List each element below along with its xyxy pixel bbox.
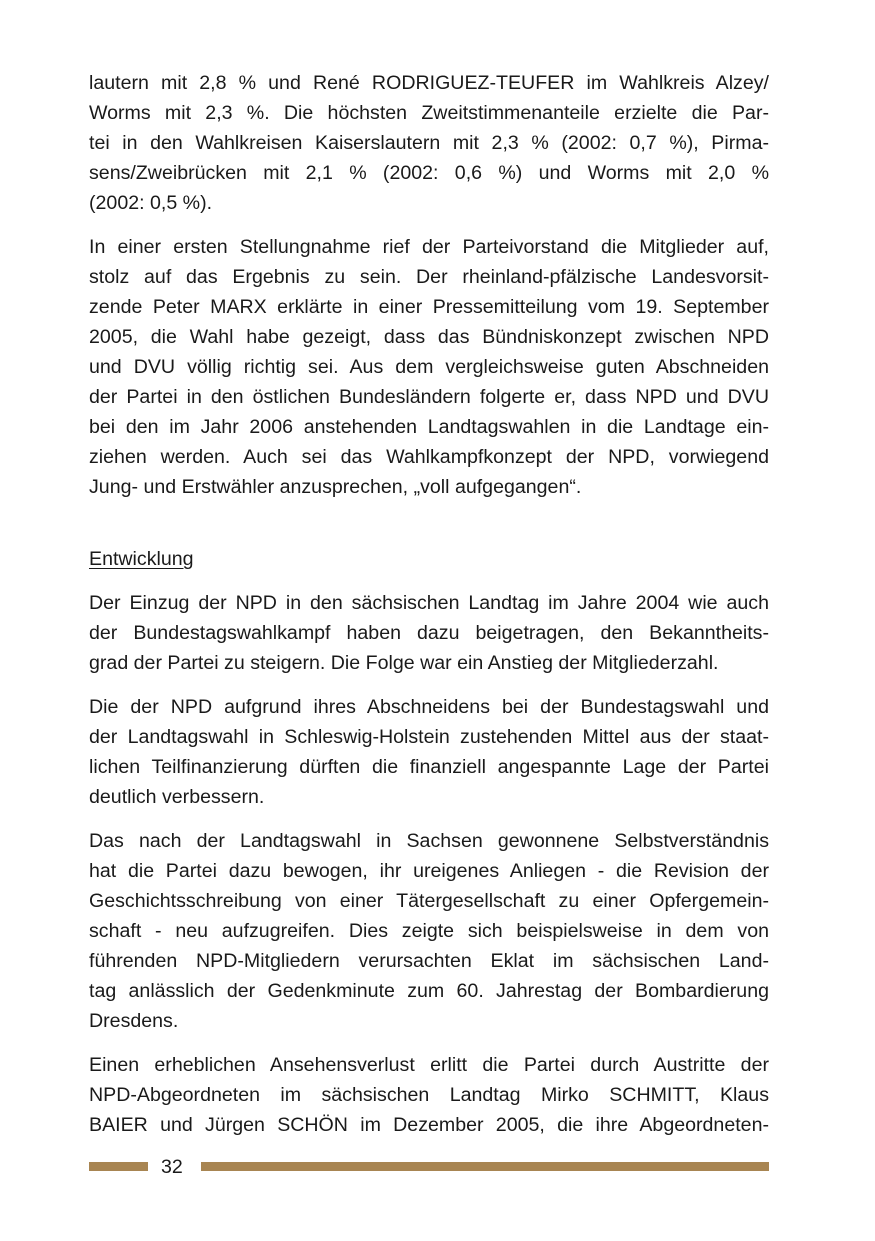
text-line: Die der NPD aufgrund ihres Abschneidens bei der Bundestagswahl und [89,696,769,718]
text-line: Das nach der Landtagswahl in Sachsen gewonnene Selbstverständnis [89,830,769,852]
text-line: tag anlässlich der Gedenkminute zum 60. Jahrestag der Bombardierung [89,980,769,1002]
text-line: schaft - neu aufzugreifen. Dies zeigte sich beispielsweise in dem von [89,920,769,942]
text-line: grad der Partei zu steigern. Die Folge war ein Anstieg der Mitgliederzahl. [89,652,719,674]
page-footer [89,1152,769,1182]
text-line: Geschichtsschreibung von einer Tätergesellschaft zu einer Opfergemein- [89,890,769,912]
text-line: lichen Teilfinanzierung dürften die finanziell angespannte Lage der Partei [89,756,769,778]
text-line: Dresdens. [89,1010,179,1032]
text-line: NPD-Abgeordneten im sächsischen Landtag Mirko SCHMITT, Klaus [89,1084,769,1106]
text-line: (2002: 0,5 %). [89,192,213,214]
text-line: deutlich verbessern. [89,786,265,808]
footer-bar-right [201,1162,769,1171]
text-line: 2005, die Wahl habe gezeigt, dass das Bündniskonzept zwischen NPD [89,326,769,348]
text-line: der Bundestagswahlkampf haben dazu beigetragen, den Bekanntheits- [89,622,769,644]
text-line: der Partei in den östlichen Bundesländern folgerte er, dass NPD und DVU [89,386,769,408]
paragraph-3 [89,588,769,678]
page-body [89,68,769,1140]
text-line: lautern mit 2,8 % und René RODRIGUEZ-TEUFER im Wahlkreis Alzey/ [89,72,769,94]
text-line: Einen erheblichen Ansehensverlust erlitt die Partei durch Austritte der [89,1054,769,1076]
text-line: der Landtagswahl in Schleswig-Holstein zustehenden Mittel aus der staat- [89,726,769,748]
footer-bar-left [89,1162,148,1171]
text-line: Der Einzug der NPD in den sächsischen Landtag im Jahre 2004 wie auch [89,592,769,614]
paragraph-4 [89,692,769,812]
text-line: BAIER und Jürgen SCHÖN im Dezember 2005, die ihre Abgeordneten- [89,1114,769,1136]
text-line: hat die Partei dazu bewogen, ihr ureigenes Anliegen - die Revision der [89,860,769,882]
page-number: 32 [161,1156,183,1178]
text-line: tei in den Wahlkreisen Kaiserslautern mit 2,3 % (2002: 0,7 %), Pirma- [89,132,769,154]
section-heading: Entwicklung [89,548,194,570]
text-line: sens/Zweibrücken mit 2,1 % (2002: 0,6 %) und Worms mit 2,0 % [89,162,769,184]
paragraph-1 [89,68,769,218]
text-line: zende Peter MARX erklärte in einer Pressemitteilung vom 19. September [89,296,769,318]
text-line: führenden NPD-Mitgliedern verursachten Eklat im sächsischen Land- [89,950,769,972]
text-line: In einer ersten Stellungnahme rief der Parteivorstand die Mitglieder auf, [89,236,769,258]
text-line: und DVU völlig richtig sei. Aus dem vergleichsweise guten Abschneiden [89,356,769,378]
text-line: Jung- und Erstwähler anzusprechen, „voll aufgegangen“. [89,476,582,498]
text-line: stolz auf das Ergebnis zu sein. Der rheinland-pfälzische Landesvorsit- [89,266,769,288]
paragraph-5 [89,826,769,1036]
paragraph-6 [89,1050,769,1140]
text-line: bei den im Jahr 2006 anstehenden Landtagswahlen in die Landtage ein- [89,416,769,438]
text-line: Worms mit 2,3 %. Die höchsten Zweitstimmenanteile erzielte die Par- [89,102,769,124]
text-line: ziehen werden. Auch sei das Wahlkampfkonzept der NPD, vorwiegend [89,446,769,468]
paragraph-2 [89,232,769,502]
